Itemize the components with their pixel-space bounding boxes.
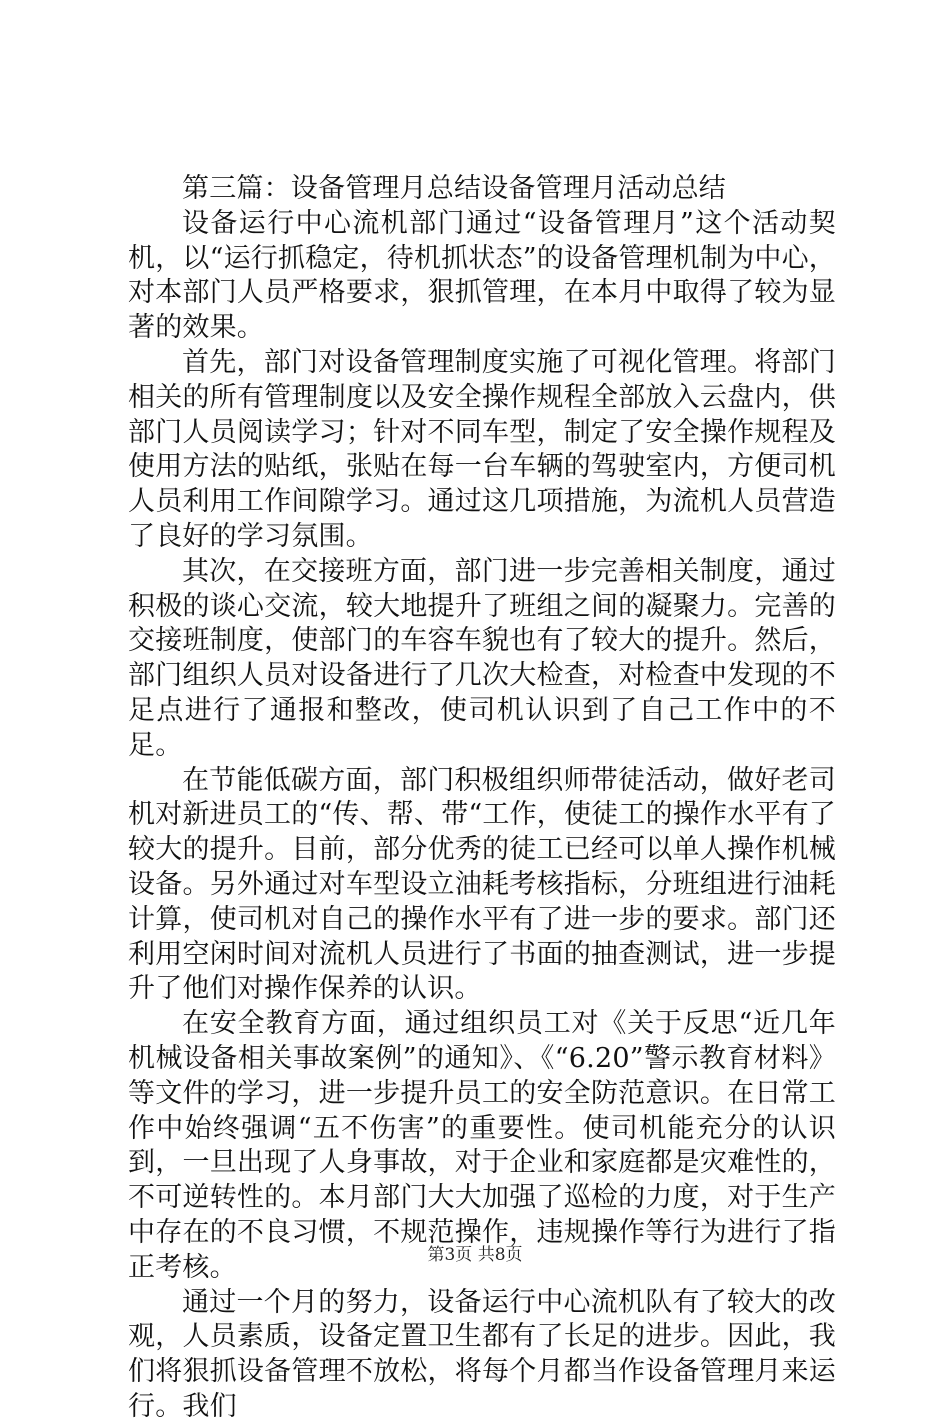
document-title: 第三篇：设备管理月总结设备管理月活动总结 xyxy=(182,173,726,204)
paragraph-6: 通过一个月的努力，设备运行中心流机队有了较大的改观，人员素质，设备定置卫生都有了长足的进步。因此，我们将狠抓设备管理不放松，将每个月都当作设备管理月来运行。我们 xyxy=(128,1286,836,1422)
paragraph-2: 首先，部门对设备管理制度实施了可视化管理。将部门相关的所有管理制度以及安全操作规程全部放入云盘内，供部门人员阅读学习；针对不同车型，制定了安全操作规程及使用方法的贴纸，张贴在每一台车辆的驾驶室内，方便司机人员利用工作间隙学习。通过这几项措施，为流机人员营造了良好的学习氛围。 xyxy=(128,346,836,552)
paragraph-5: 在安全教育方面，通过组织员工对《关于反思“近几年机械设备相关事故案例”的通知》、《“6.20”警示教育材料》等文件的学习，进一步提升员工的安全防范意识。在日常工作中始终强调“五不伤害”的重要性。使司机能充分的认识到，一旦出现了人身事故，对于企业和家庭都是灾难性的，不可逆转性的。本月部门大大加强了巡检的力度，对于生产中存在的不良习惯，不规范操作，违规操作等行为进行了指正考核。 xyxy=(128,1008,836,1283)
paragraph-1: 设备运行中心流机部门通过“设备管理月”这个活动契机，以“运行抓稳定，待机抓状态”的设备管理机制为中心，对本部门人员严格要求，狠抓管理，在本月中取得了较为显著的效果。 xyxy=(128,207,837,344)
document-body xyxy=(128,172,836,1425)
paragraph-4: 在节能低碳方面，部门积极组织师带徒活动，做好老司机对新进员工的“传、帮、带“工作，使徒工的操作水平有了较大的提升。目前，部分优秀的徒工已经可以单人操作机械设备。另外通过对车型设立油耗考核指标，分班组进行油耗计算，使司机对自己的操作水平有了进一步的要求。部门还利用空闲时间对流机人员进行了书面的抽查测试，进一步提升了他们对操作保养的认识。 xyxy=(128,764,837,1005)
page-number-footer: 第3页 共8页 xyxy=(427,1245,523,1265)
paragraph-3: 其次，在交接班方面，部门进一步完善相关制度，通过积极的谈心交流，较大地提升了班组之间的凝聚力。完善的交接班制度，使部门的车容车貌也有了较大的提升。然后，部门组织人员对设备进行了几次大检查，对检查中发现的不足点进行了通报和整改，使司机认识到了自己工作中的不足。 xyxy=(128,555,836,761)
